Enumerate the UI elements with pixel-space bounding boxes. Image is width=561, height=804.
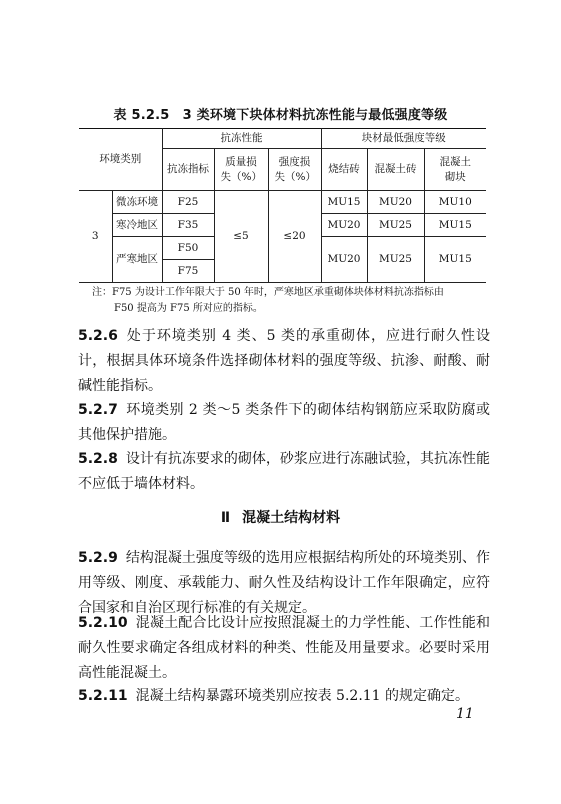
clause-number: 5.2.6 <box>78 328 118 344</box>
brick-cell: MU25 <box>367 237 424 283</box>
note-line-1: 注：F75 为设计工作年限大于 50 年时，严寒地区承重砌体块体材料抗冻指标由 <box>92 287 444 298</box>
clause-5-2-9 <box>78 546 490 621</box>
clause-text: 环境类别 2 类～5 类条件下的砌体结构钢筋应采取防腐或其他保护措施。 <box>78 402 490 443</box>
note-line-2: F50 提高为 F75 所对应的指标。 <box>114 303 263 314</box>
clause-text: 混凝土结构暴露环境类别应按表 5.2.11 的规定确定。 <box>135 688 470 704</box>
header-mass-loss: 质量损失（%） <box>214 149 268 191</box>
page-number: 11 <box>456 706 474 722</box>
header-frost-group: 抗冻性能 <box>162 129 321 149</box>
clause-5-2-7 <box>78 398 490 448</box>
brick-cell: MU20 <box>367 191 424 214</box>
section-title: 混凝土结构材料 <box>242 510 341 526</box>
clause-text: 设计有抗冻要求的砌体，砂浆应进行冻融试验，其抗冻性能不应低于墙体材料。 <box>78 451 490 492</box>
index-cell: F35 <box>162 214 214 237</box>
header-env-category: 环境类别 <box>79 129 162 191</box>
index-cell: F50 <box>162 237 214 260</box>
clause-5-2-11 <box>78 684 490 709</box>
index-cell: F75 <box>162 260 214 283</box>
clause-text: 混凝土配合比设计应按照混凝土的力学性能、工作性能和耐久性要求确定各组成材料的种类、性能及用量要求。必要时采用高性能混凝土。 <box>78 615 490 681</box>
clause-number: 5.2.9 <box>78 550 118 566</box>
mass-loss-cell: ≤5 <box>214 191 268 283</box>
clause-5-2-6 <box>78 324 490 399</box>
block-cell: MU15 <box>424 214 486 237</box>
frost-resistance-table <box>79 128 486 283</box>
clause-5-2-8 <box>78 447 490 497</box>
clause-number: 5.2.8 <box>78 451 118 467</box>
header-concrete-brick: 混凝土砖 <box>367 149 424 191</box>
brick-cell: MU25 <box>367 214 424 237</box>
fired-cell: MU20 <box>321 214 367 237</box>
block-cell: MU15 <box>424 237 486 283</box>
strength-loss-cell: ≤20 <box>268 191 321 283</box>
env-cell: 寒冷地区 <box>112 214 162 237</box>
env-cell: 严寒地区 <box>112 237 162 283</box>
header-concrete-block: 混凝土砌块 <box>424 149 486 191</box>
clause-number: 5.2.11 <box>78 688 128 704</box>
clause-text: 处于环境类别 4 类、5 类的承重砌体，应进行耐久性设计，根据具体环境条件选择砌体材料的强度等级、抗渗、耐酸、耐碱性能指标。 <box>78 328 490 394</box>
fired-cell: MU15 <box>321 191 367 214</box>
env-cell: 微冻环境 <box>112 191 162 214</box>
header-frost-index: 抗冻指标 <box>162 149 214 191</box>
table-row <box>79 191 486 214</box>
index-cell: F25 <box>162 191 214 214</box>
table-caption: 表 5.2.5 3 类环境下块体材料抗冻性能与最低强度等级 <box>113 108 448 123</box>
category-cell: 3 <box>79 191 112 283</box>
table-note <box>92 285 497 317</box>
section-heading <box>0 507 561 527</box>
clause-5-2-10 <box>78 611 490 686</box>
clause-number: 5.2.10 <box>78 615 128 631</box>
section-roman-numeral: Ⅱ <box>220 510 231 526</box>
header-fired-brick: 烧结砖 <box>321 149 367 191</box>
fired-cell: MU20 <box>321 237 367 283</box>
clause-number: 5.2.7 <box>78 402 118 418</box>
header-strength-loss: 强度损失（%） <box>268 149 321 191</box>
block-cell: MU10 <box>424 191 486 214</box>
clause-text: 结构混凝土强度等级的选用应根据结构所处的环境类别、作用等级、刚度、承载能力、耐久性及结构设计工作年限确定，应符合国家和自治区现行标准的有关规定。 <box>78 550 490 616</box>
header-block-group: 块材最低强度等级 <box>321 129 486 149</box>
